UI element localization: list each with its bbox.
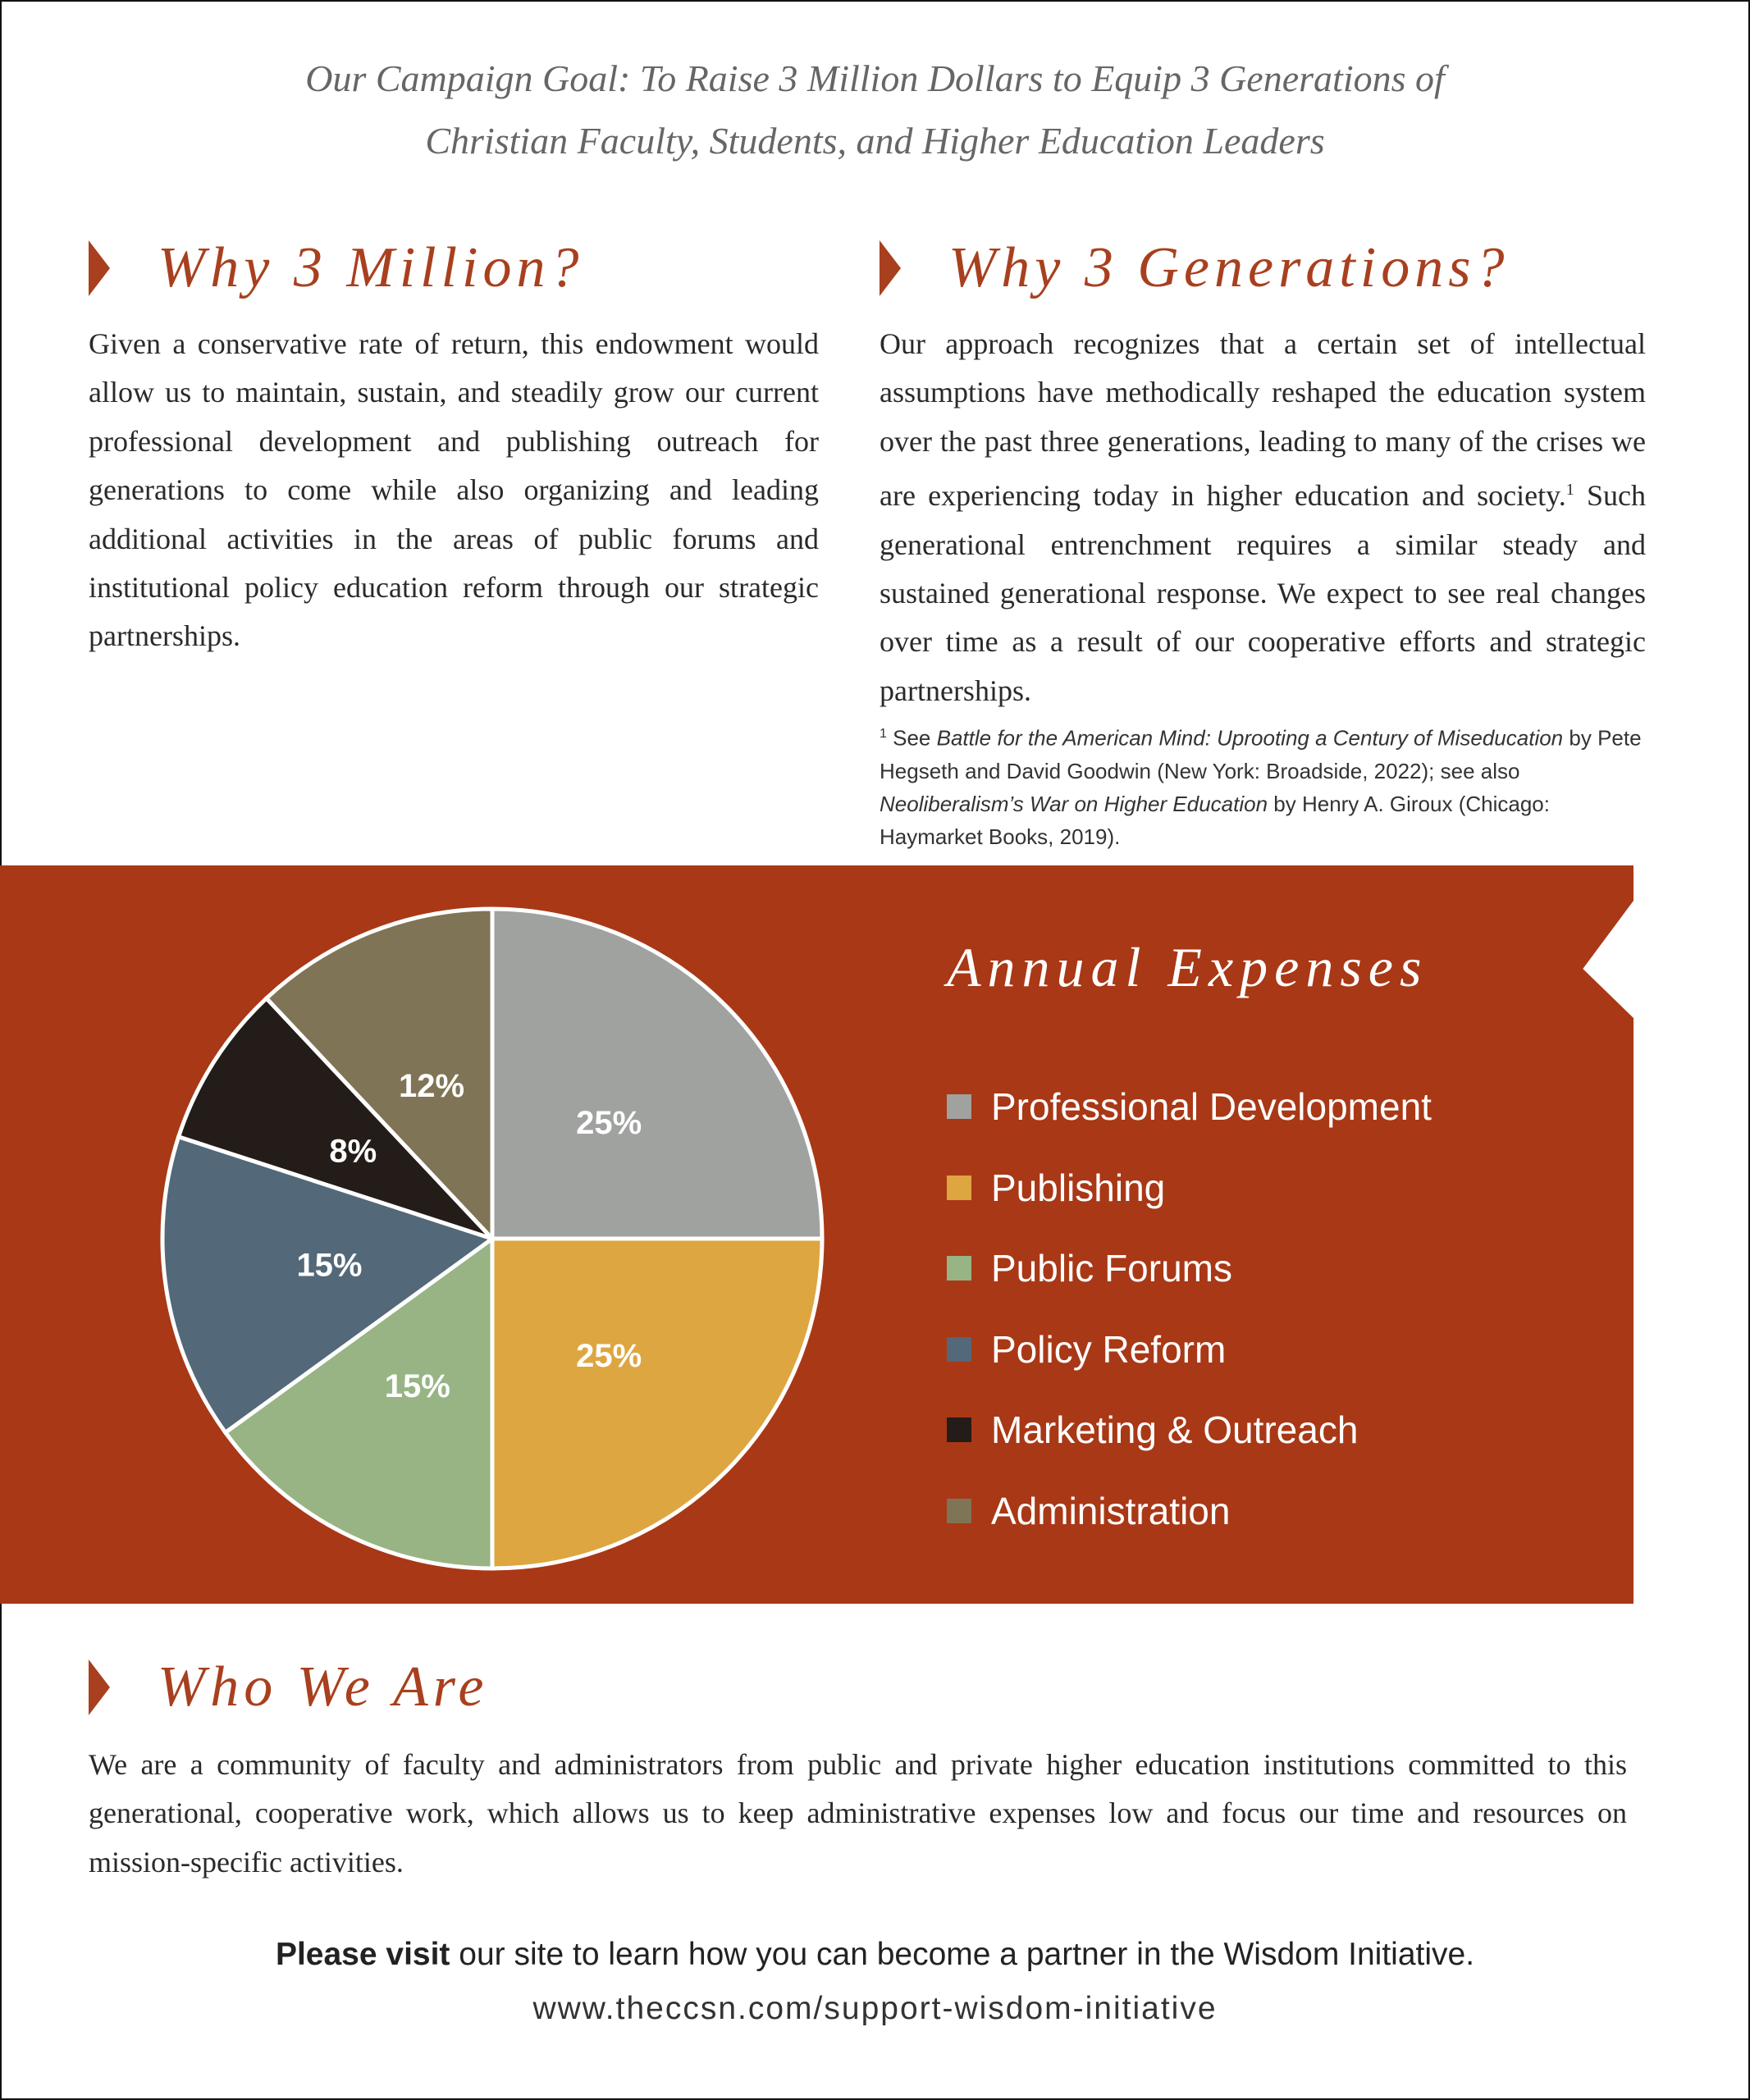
pie-label-0: 25%: [576, 1104, 642, 1141]
cta-line: [0, 1928, 1750, 1982]
why-million-body: Given a conservative rate of return, this endowment would allow us to maintain, sustain, and steadily grow our current professional development and publishing outreach for generations to come while also organizing and leading additional activities in the areas of public forums and institutional policy education reform through our strategic partnerships.: [89, 327, 819, 653]
pie-slice-1: [492, 1239, 822, 1568]
pie-slice-0: [492, 909, 822, 1239]
website-link[interactable]: www.theccsn.com/support-wisdom-initiative: [532, 1991, 1218, 2026]
chart-legend: [947, 1066, 1432, 1551]
pie-label-5: 12%: [398, 1068, 465, 1105]
footnote-book-1-details: by Pete Hegseth and David Goodwin (New York: Broadside, 2022); see also: [880, 725, 1642, 783]
campaign-goal-line-2: Christian Faculty, Students, and Higher Education Leaders: [425, 120, 1325, 162]
why-generations-body-part-1: Our approach recognizes that a certain set of intellectual assumptions have methodically reshaped the education system over the past three generations, leading to many of the crises we are experiencing today in higher education and society.: [880, 327, 1646, 513]
legend-item: [947, 1148, 1432, 1229]
why-million-heading: Why 3 Million?: [158, 236, 584, 299]
campaign-goal-line-1: Our Campaign Goal: To Raise 3 Million Dollars to Equip 3 Generations of: [305, 57, 1445, 99]
legend-label: Publishing: [991, 1166, 1166, 1209]
pie-label-3: 15%: [296, 1247, 363, 1284]
triangle-bullet-icon: [880, 240, 901, 296]
legend-swatch: [947, 1499, 971, 1523]
footnote-book-1: Battle for the American Mind: Uprooting a Century of Miseducation: [936, 725, 1564, 751]
footnote-book-2: Neoliberalism’s War on Higher Education: [880, 791, 1268, 816]
legend-label: Administration: [991, 1489, 1231, 1532]
legend-label: Public Forums: [991, 1247, 1232, 1290]
triangle-bullet-icon: [89, 240, 110, 296]
footnote-reference: 1: [1565, 481, 1574, 500]
who-we-are-heading: Who We Are: [158, 1655, 489, 1719]
legend-label: Professional Development: [991, 1085, 1432, 1129]
call-to-action: [0, 1928, 1750, 2036]
legend-item: [947, 1471, 1432, 1552]
why-million-heading-row: [89, 235, 583, 301]
who-we-are-heading-row: [89, 1655, 488, 1720]
legend-label: Policy Reform: [991, 1327, 1227, 1371]
footnote-book-2-details: by Henry A. Giroux (Chicago: Haymarket Books, 2019).: [880, 791, 1550, 849]
chart-title: Annual Expenses: [947, 936, 1428, 998]
legend-item: [947, 1228, 1432, 1309]
legend-item: [947, 1390, 1432, 1471]
legend-item: [947, 1066, 1432, 1148]
footnote: [880, 718, 1651, 853]
legend-swatch: [947, 1176, 971, 1200]
legend-item: [947, 1309, 1432, 1390]
cta-bold: Please visit: [275, 1937, 450, 1972]
why-generations-body: [880, 320, 1646, 715]
expenses-pie-chart: [156, 902, 829, 1575]
pie-label-2: 15%: [384, 1368, 450, 1405]
legend-swatch: [947, 1094, 971, 1119]
pie-label-1: 25%: [576, 1338, 642, 1375]
legend-swatch: [947, 1256, 971, 1281]
legend-label: Marketing & Outreach: [991, 1408, 1359, 1452]
why-generations-heading: Why 3 Generations?: [948, 236, 1510, 299]
triangle-bullet-icon: [89, 1659, 110, 1715]
legend-swatch: [947, 1418, 971, 1442]
cta-text: our site to learn how you can become a partner in the Wisdom Initiative.: [450, 1937, 1475, 1972]
who-we-are-body: We are a community of faculty and administrators from public and private higher education institutions committed to this generational, cooperative work, which allows us to keep administrative expenses low and focus our time and resources on mission-specific activities.: [89, 1748, 1627, 1879]
why-generations-body-part-2: Such generational entrenchment requires a similar steady and sustained generational response. We expect to see real changes over time as a result of our cooperative efforts and strategic partnerships.: [880, 479, 1647, 707]
pie-label-4: 8%: [329, 1133, 377, 1170]
legend-swatch: [947, 1337, 971, 1362]
footnote-marker: 1: [880, 727, 887, 741]
why-generations-heading-row: [880, 235, 1509, 301]
campaign-goal: [0, 48, 1750, 172]
footnote-see: See: [886, 725, 937, 751]
